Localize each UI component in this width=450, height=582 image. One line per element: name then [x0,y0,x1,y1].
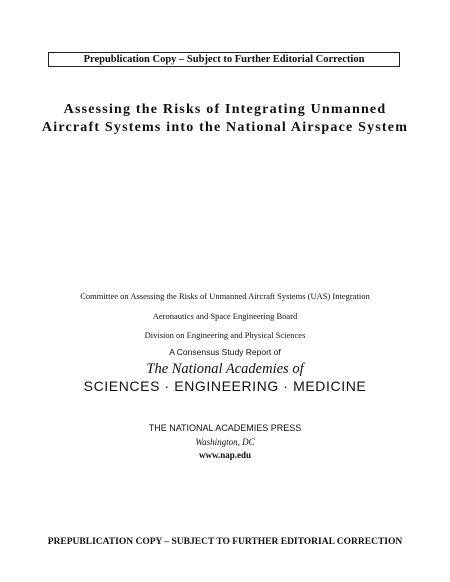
prepublication-footer: PREPUBLICATION COPY – SUBJECT TO FURTHER EDITORIAL CORRECTION [47,537,403,547]
committee-name: Committee on Assessing the Risks of Unmanned Aircraft Systems (UAS) Integration [80,291,370,301]
board-name: Aeronautics and Space Engineering Board [152,311,298,321]
publisher-website: www.nap.edu [198,450,252,460]
report-title-line-2: Aircraft Systems into the National Airspace System [41,120,409,135]
academies-fields: SCIENCES · ENGINEERING · MEDICINE [83,378,367,394]
publisher-name: THE NATIONAL ACADEMIES PRESS [148,423,302,433]
publisher-city: Washington, DC [195,437,255,447]
prepublication-banner: Prepublication Copy – Subject to Further Editorial Correction [48,52,400,67]
division-name: Division on Engineering and Physical Sciences [144,330,306,340]
consensus-study-label: A Consensus Study Report of [169,347,281,357]
report-title-line-1: Assessing the Risks of Integrating Unmanned [63,102,387,117]
academies-name: The National Academies of [146,361,304,377]
